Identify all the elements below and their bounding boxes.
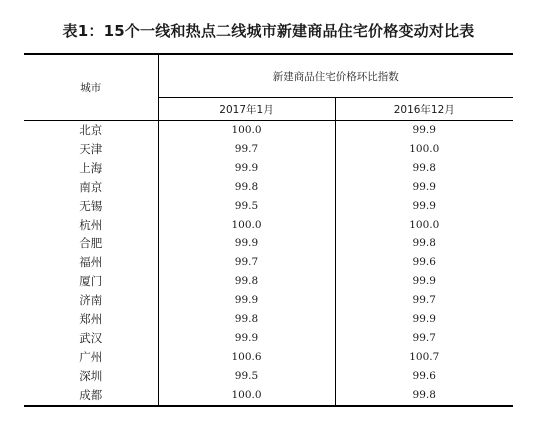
dec2016-value-cell: 99.7 [412, 331, 436, 344]
city-cell: 杭州 [24, 216, 158, 235]
jan2017-value-cell: 99.8 [158, 272, 335, 291]
jan2017-value-cell: 99.8 [158, 178, 335, 197]
jan2017-value-cell: 100.0 [158, 386, 335, 406]
jan2017-value-cell: 99.5 [158, 197, 335, 216]
city-cell: 济南 [24, 291, 158, 310]
city-cell: 天津 [24, 140, 158, 159]
table-body [24, 121, 513, 406]
table-header [24, 54, 513, 121]
city-cell: 北京 [24, 121, 158, 140]
city-cell: 厦门 [24, 272, 158, 291]
dec2016-value-cell: 99.7 [412, 294, 436, 307]
city-cell: 福州 [24, 253, 158, 272]
table-row [24, 253, 513, 272]
jan2017-value-cell: 99.9 [158, 234, 335, 253]
table-row [24, 121, 513, 140]
city-cell: 广州 [24, 348, 158, 367]
jan2017-value-cell: 99.8 [158, 310, 335, 329]
city-column-header: 城市 [24, 54, 158, 121]
table-row [24, 178, 513, 197]
city-cell: 无锡 [24, 197, 158, 216]
table-title: 表1：15个一线和热点二线城市新建商品住宅价格变动对比表 [62, 22, 475, 40]
month-header-dec2016: 2016年12月 [335, 98, 513, 121]
dec2016-value-cell: 99.9 [412, 124, 436, 136]
price-index-table [24, 53, 513, 407]
dec2016-value-cell: 99.8 [412, 237, 436, 250]
table-row [24, 140, 513, 159]
dec2016-value-cell: 99.9 [412, 180, 436, 193]
jan2017-value-cell: 99.7 [158, 253, 335, 272]
city-cell: 深圳 [24, 367, 158, 386]
city-cell: 武汉 [24, 329, 158, 348]
dec2016-value-cell: 99.9 [412, 275, 436, 288]
table-row [24, 234, 513, 253]
dec2016-value-cell: 99.6 [412, 369, 436, 382]
dec2016-value-cell: 100.7 [409, 350, 440, 363]
jan2017-value-cell: 99.9 [158, 329, 335, 348]
table-row [24, 329, 513, 348]
dec2016-value-cell: 99.8 [335, 386, 513, 406]
jan2017-value-cell: 100.0 [158, 121, 335, 140]
index-column-group-header: 新建商品住宅价格环比指数 [158, 54, 513, 98]
table-row [24, 216, 513, 235]
city-cell: 成都 [24, 386, 158, 406]
dec2016-value-cell: 99.6 [412, 256, 436, 269]
jan2017-value-cell: 100.6 [158, 348, 335, 367]
city-cell: 合肥 [24, 234, 158, 253]
table-row [24, 310, 513, 329]
dec2016-value-cell: 100.0 [409, 218, 440, 231]
city-cell: 南京 [24, 178, 158, 197]
month-header-jan2017: 2017年1月 [158, 98, 335, 121]
jan2017-value-cell: 99.9 [158, 159, 335, 178]
dec2016-value-cell: 99.9 [412, 313, 436, 326]
table-row [24, 159, 513, 178]
table-row [24, 272, 513, 291]
jan2017-value-cell: 99.5 [158, 367, 335, 386]
table-row [24, 197, 513, 216]
dec2016-value-cell: 100.0 [409, 142, 440, 155]
jan2017-value-cell: 99.7 [158, 140, 335, 159]
jan2017-value-cell: 99.9 [158, 291, 335, 310]
dec2016-value-cell: 99.9 [412, 199, 436, 212]
jan2017-value-cell: 100.0 [158, 216, 335, 235]
table-row [24, 386, 513, 406]
city-cell: 郑州 [24, 310, 158, 329]
table-row [24, 348, 513, 367]
city-cell: 上海 [24, 159, 158, 178]
table-row [24, 291, 513, 310]
header-row-top [24, 54, 513, 98]
dec2016-value-cell: 99.8 [412, 161, 436, 174]
table-row [24, 367, 513, 386]
